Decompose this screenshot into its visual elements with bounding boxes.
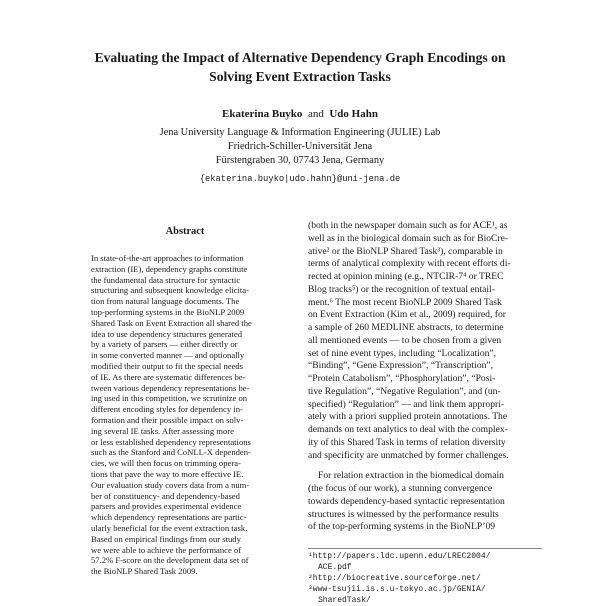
abstract-line: ing several IE tasks. After assessing more [91,425,234,436]
body-line: well as in the biological domain such as for BioCre- [308,232,509,244]
abstract-line: of IE. As there are systematic differences be- [91,371,246,382]
abstract-line: 57.2% F-score on the development data set of [91,555,249,566]
abstract-line: such as the Stanford and CoNLL-X dependen- [91,447,251,458]
abstract-line: parsers and provides experimental evidence [91,501,242,512]
title-line-2: Solving Event Extraction Tasks [209,69,391,84]
abstract-line: idea to use dependency structures generated [91,328,243,339]
body-line: towards dependency-based syntactic representation [308,495,505,507]
abstract-line: by a variety of parsers — either directly or [91,339,238,350]
author-2: Udo Hahn [329,108,378,120]
abstract-line: which dependency representations are partic- [91,512,247,523]
footnote-line: ³www-tsujii.is.s.u-tokyo.ac.jp/GENIA/ [308,585,486,594]
body-line: (both in the newspaper domain such as for ACE¹, as [308,220,508,231]
abstract-line: the BioNLP Shared Task 2009. [91,566,198,577]
affiliation-line: Friedrich-Schiller-Universität Jena [227,141,373,152]
abstract-body [91,253,287,577]
abstract-line: the fundamental data structure for syntactic [91,274,241,285]
abstract-line: Our evaluation study covers data from a num- [91,479,250,490]
paragraph-gap [308,462,542,470]
abstract-heading: Abstract [165,226,205,237]
abstract-line: structuring and subsequent knowledge elicita- [91,285,249,296]
body-line: For relation extraction in the biomedical domain [318,470,504,482]
body-line: terms of analytical complexity with recent efforts di- [308,258,511,270]
body-line: demands on text analytics to deal with the complex- [308,424,508,435]
body-line: “Protein Catabolism”, “Phosphorylation”, “Posi- [308,373,496,384]
affiliation [60,126,540,168]
abstract-line: cies, we will then focus on trimming opera- [91,458,241,469]
body-line: rected at opinion mining (e.g., NTCIR-7⁴ or TREC [308,271,504,282]
body-line: (the focus of our work), a stunning convergence [308,483,493,494]
body-line: and specificity are unmatched by former challenges. [308,449,509,461]
body-line: “Binding”, “Gene Expression”, “Transcription”, [308,360,494,372]
body-line: set of nine event types, including “Localization”, [308,347,497,359]
body-line: of the top-performing systems in the BioNLP’09 [308,521,496,533]
abstract-line: tions that pave the way to more effective IE. [91,468,244,479]
abstract-line: Shared Task on Event Extraction all shared the [91,317,252,328]
author-1: Ekaterina Buyko [222,108,303,120]
body-line: ment.⁶ The most recent BioNLP 2009 Shared Task [308,296,502,308]
footnote-line: ²http://biocreative.sourceforge.net/ [308,574,481,583]
body-line: ity of this Shared Task in terms of relation diversity [308,436,506,448]
body-line: a sample of 260 MEDLINE abstracts, to determine [308,322,504,333]
abstract-line: formation and their possible impact on solv- [91,414,244,425]
footnote-line: ¹http://papers.ldc.upenn.edu/LREC2004/ [308,552,491,561]
abstract-line: different encoding styles for dependency in- [91,404,243,415]
body-column [308,220,542,534]
body-line: tive Regulation”, “Negative Regulation”, and (un- [308,385,501,397]
footnote-line: ACE.pdf [318,563,352,572]
body-line: ative² or the BioNLP Shared Task³), comparable in [308,245,503,257]
abstract-line: In state-of-the-art approaches to information [91,253,244,263]
body-line: ately with a priori supplied protein annotations. The [308,411,508,423]
affiliation-line: Fürstengraben 30, 07743 Jena, Germany [215,155,385,166]
body-line: structures is witnessed by the performance results [308,508,499,520]
abstract-line: Based on empirical findings from our study [91,533,241,544]
author-email: {ekaterina.buyko|udo.hahn}@uni-jena.de [199,174,401,184]
abstract-line: or less established dependency representations [91,436,251,447]
title-line-1: Evaluating the Impact of Alternative Dependency Graph Encodings on [94,50,506,65]
footnotes [308,548,542,606]
abstract-line: we were able to achieve the performance of [91,544,242,555]
abstract-line: tion from natural language documents. The [91,296,240,307]
paper-title [60,48,540,86]
abstract-line: top-performing systems in the BioNLP 2009 [91,306,245,317]
author-line [60,107,540,121]
body-line: all mentioned events — to be chosen from a given [308,334,502,346]
body-line: specified) “Regulation” — and link them appropri- [308,398,505,410]
abstract-line: extraction (IE), dependency graphs constitute [91,263,248,274]
affiliation-line: Jena University Language & Information Engineering (JULIE) Lab [159,127,441,138]
author-conjunction: and [307,108,324,120]
footnote-line: SharedTask/ [318,596,371,605]
abstract-line: modified their output to fit the special needs [91,360,244,371]
body-line: Blog tracks⁵) or the recognition of textual entail- [308,283,495,295]
abstract-line: ing used in this competition, we scrutinize on [91,393,248,404]
body-line: on Event Extraction (Kim et al., 2009) required, for [308,309,506,321]
abstract-line: ularly beneficial for the event extraction task. [91,522,248,533]
abstract-line: ber of constituency- and dependency-based [91,490,240,501]
abstract-line: tween various dependency representations be- [91,382,250,393]
abstract-line: in some converted manner — and optionally [91,350,245,361]
